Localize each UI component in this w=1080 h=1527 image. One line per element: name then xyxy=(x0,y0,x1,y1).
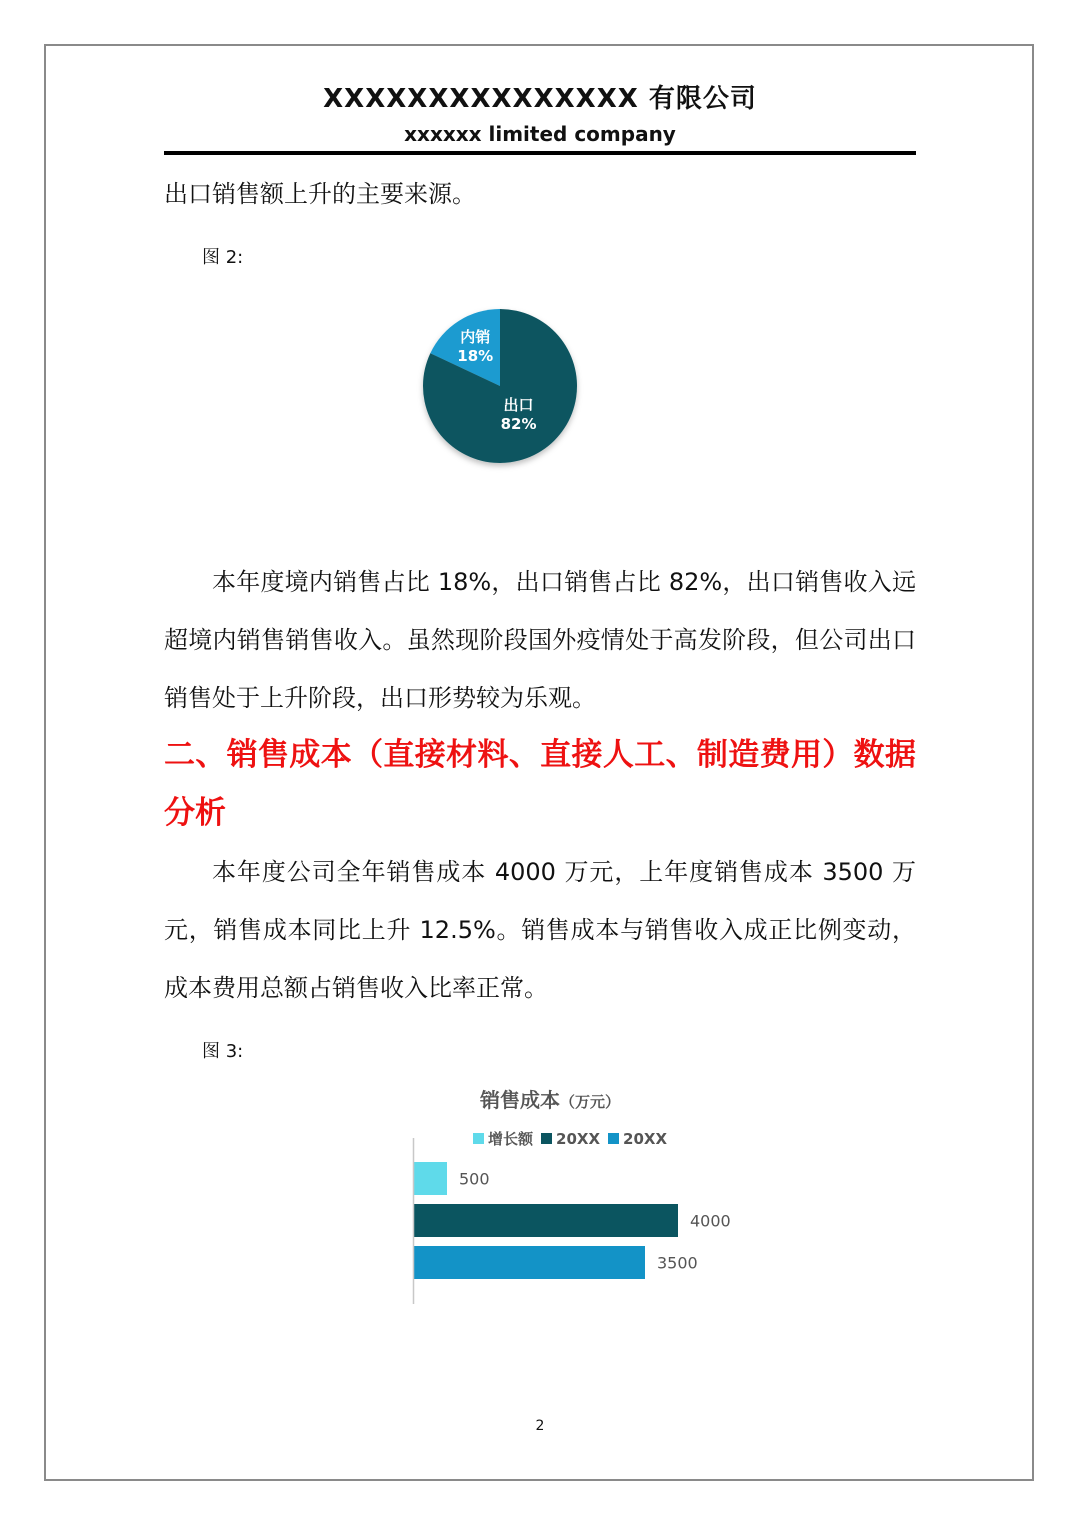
paragraph-sales-cost: 本年度公司全年销售成本 4000 万元，上年度销售成本 3500 万元，销售成本同比上升 12.5%。销售成本与销售收入成正比例变动，成本费用总额占销售收入比率正常。 xyxy=(164,858,916,1002)
bar-label-current-year: 4000 xyxy=(690,1211,731,1231)
bar-chart-svg xyxy=(400,1138,800,1308)
figure-2-label: 图 2: xyxy=(202,247,244,268)
pie-chart xyxy=(410,300,590,480)
bar-previous-year xyxy=(414,1246,645,1279)
pie-label-domestic xyxy=(445,328,505,366)
bar-chart xyxy=(400,1138,800,1308)
company-name-header: XXXXXXXXXXXXXXX 有限公司 xyxy=(323,84,757,114)
pie-label-export-value: 82% xyxy=(500,415,537,434)
bar-label-previous-year: 3500 xyxy=(657,1253,698,1273)
bar-chart-title xyxy=(0,1084,1080,1113)
legend-label-current-year: 20XX xyxy=(556,1129,601,1148)
company-name-english: xxxxxx limited company xyxy=(404,122,676,146)
header-divider xyxy=(164,151,916,155)
pie-label-export xyxy=(489,396,549,434)
paragraph-sales-ratio: 本年度境内销售占比 18%，出口销售占比 82%，出口销售收入远超境内销售销售收入。虽然现阶段国外疫情处于高发阶段，但公司出口销售处于上升阶段，出口形势较为乐观。 xyxy=(164,568,916,712)
bar-current-year xyxy=(414,1204,678,1237)
page-number: 2 xyxy=(535,1418,545,1434)
pie-label-domestic-name: 内销 xyxy=(460,327,491,346)
paragraph-continuation: 出口销售额上升的主要来源。 xyxy=(164,180,476,208)
pie-label-domestic-value: 18% xyxy=(457,346,494,365)
bar-chart-title-text: 销售成本 xyxy=(479,1088,560,1112)
bar-label-growth: 500 xyxy=(459,1169,490,1189)
bar-chart-title-unit: （万元） xyxy=(559,1093,620,1111)
legend-label-growth: 增长额 xyxy=(488,1130,534,1148)
pie-label-export-name: 出口 xyxy=(503,396,534,415)
figure-3-label: 图 3: xyxy=(202,1041,244,1062)
bar-growth xyxy=(414,1162,447,1195)
legend-label-previous-year: 20XX xyxy=(623,1129,668,1148)
section-heading: 二、销售成本（直接材料、直接人工、制造费用）数据分析 xyxy=(164,737,916,831)
